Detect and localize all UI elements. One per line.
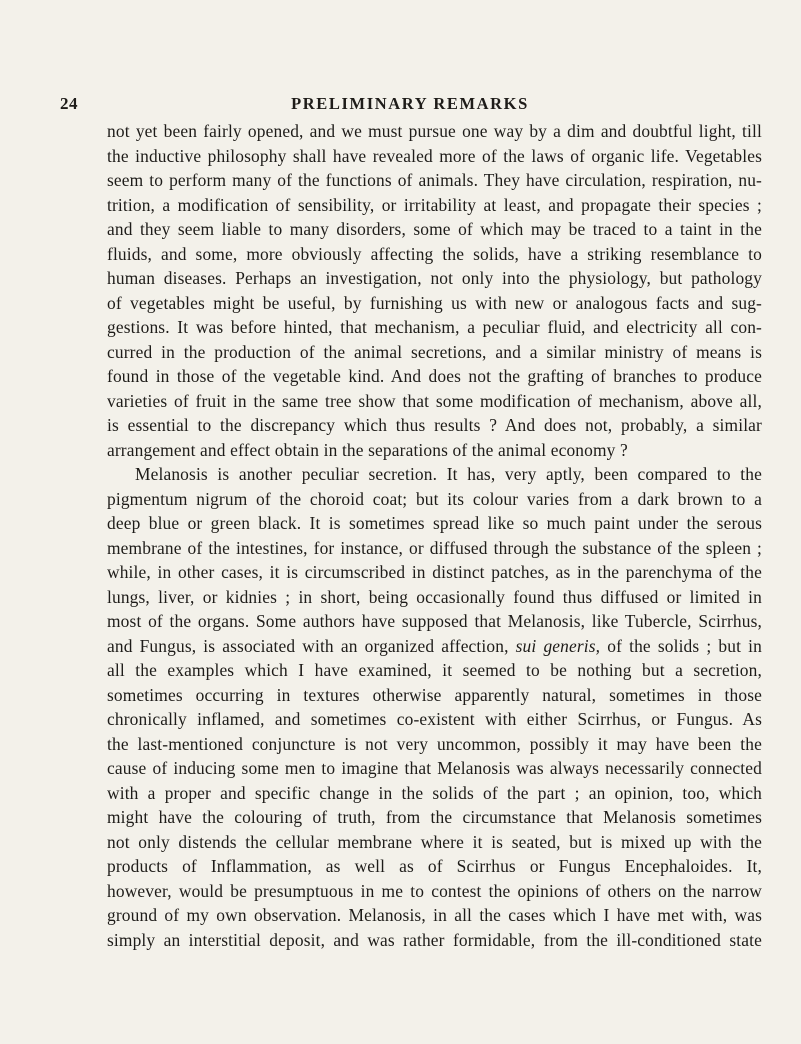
text-line: Melanosis is another peculiar secretion. It has, very aptly, been compared to the [135,464,762,484]
text-line: deep blue or green black. It is sometimes spread like so much paint under the serous [107,513,762,533]
body-text [107,119,762,952]
text-line: might have the colouring of truth, from the circumstance that Melanosis sometimes [107,807,762,827]
text-line: the last-mentioned conjuncture is not very uncommon, possibly it may have been the [107,733,762,754]
text-line: seem to perform many of the functions of animals. They have circulation, respiration, nu- [107,170,762,190]
text-line: arrangement and effect obtain in the separations of the animal economy ? [107,439,628,460]
text-line: pigmentum nigrum of the choroid coat; but its colour varies from a dark brown to a [107,488,762,509]
page-number: 24 [60,94,78,113]
text-line: products of Inflammation, as well as of Scirrhus or Fungus Encephaloides. It, [107,856,762,876]
text-line: however, would be presumptuous in me to contest the opinions of others on the narrow [107,880,762,901]
text-line-with-italic [107,634,762,659]
text-line: ground of my own observation. Melanosis, in all the cases which I have met with, was [107,905,762,925]
paragraph-2 [107,462,762,952]
text-line: sometimes occurring in textures otherwise apparently natural, sometimes in those [107,684,762,705]
text-line: lungs, liver, or kidnies ; in short, being occasionally found thus diffused or limited in [107,586,762,607]
text-line: simply an interstitial deposit, and was rather formidable, from the ill-conditioned state [107,929,762,950]
text-line: is essential to the discrepancy which thus results ? And does not, probably, a similar [107,415,762,435]
running-title: PRELIMINARY REMARKS [291,94,529,113]
text-line: all the examples which I have examined, it seemed to be nothing but a secretion, [107,660,762,680]
text-line: found in those of the vegetable kind. And does not the grafting of branches to produce [107,366,762,386]
text-line: trition, a modification of sensibility, or irritability at least, and propagate their species ; [107,194,762,215]
text-line: gestions. It was before hinted, that mechanism, a peculiar fluid, and electricity all con- [107,317,762,337]
text-line: human diseases. Perhaps an investigation, not only into the physiology, but pathology [107,268,762,288]
text-line: of vegetables might be useful, by furnishing us with new or analogous facts and sug- [107,292,762,313]
text-segment: and Fungus, is associated with an organized affection, [107,635,516,656]
text-line: most of the organs. Some authors have supposed that Melanosis, like Tubercle, Scirrhus, [107,611,762,631]
text-line: not only distends the cellular membrane where it is seated, but is mixed up with the [107,831,762,852]
text-segment: of the solids ; but in [600,635,762,656]
text-line: fluids, and some, more obviously affecting the solids, have a striking resemblance to [107,243,762,264]
text-line: not yet been fairly opened, and we must pursue one way by a dim and doubtful light, till [107,121,762,141]
text-line: the inductive philosophy shall have revealed more of the laws of organic life. Vegetables [107,145,762,166]
text-line: and they seem liable to many disorders, some of which may be traced to a taint in the [107,219,762,239]
text-line: with a proper and specific change in the solids of the part ; an opinion, too, which [107,782,762,803]
text-line: while, in other cases, it is circumscribed in distinct patches, as in the parenchyma of the [107,562,762,582]
text-line: membrane of the intestines, for instance, or diffused through the substance of the spleen ; [107,537,762,558]
text-line: varieties of fruit in the same tree show that some modification of mechanism, above all, [107,390,762,411]
text-line: curred in the production of the animal secretions, and a similar ministry of means is [107,341,762,362]
italic-phrase: sui generis, [515,635,601,656]
running-head [60,94,760,118]
paragraph-1 [107,119,762,462]
text-line: chronically inflamed, and sometimes co-existent with either Scirrhus, or Fungus. As [107,709,762,729]
text-line: cause of inducing some men to imagine that Melanosis was always necessarily connected [107,758,762,778]
